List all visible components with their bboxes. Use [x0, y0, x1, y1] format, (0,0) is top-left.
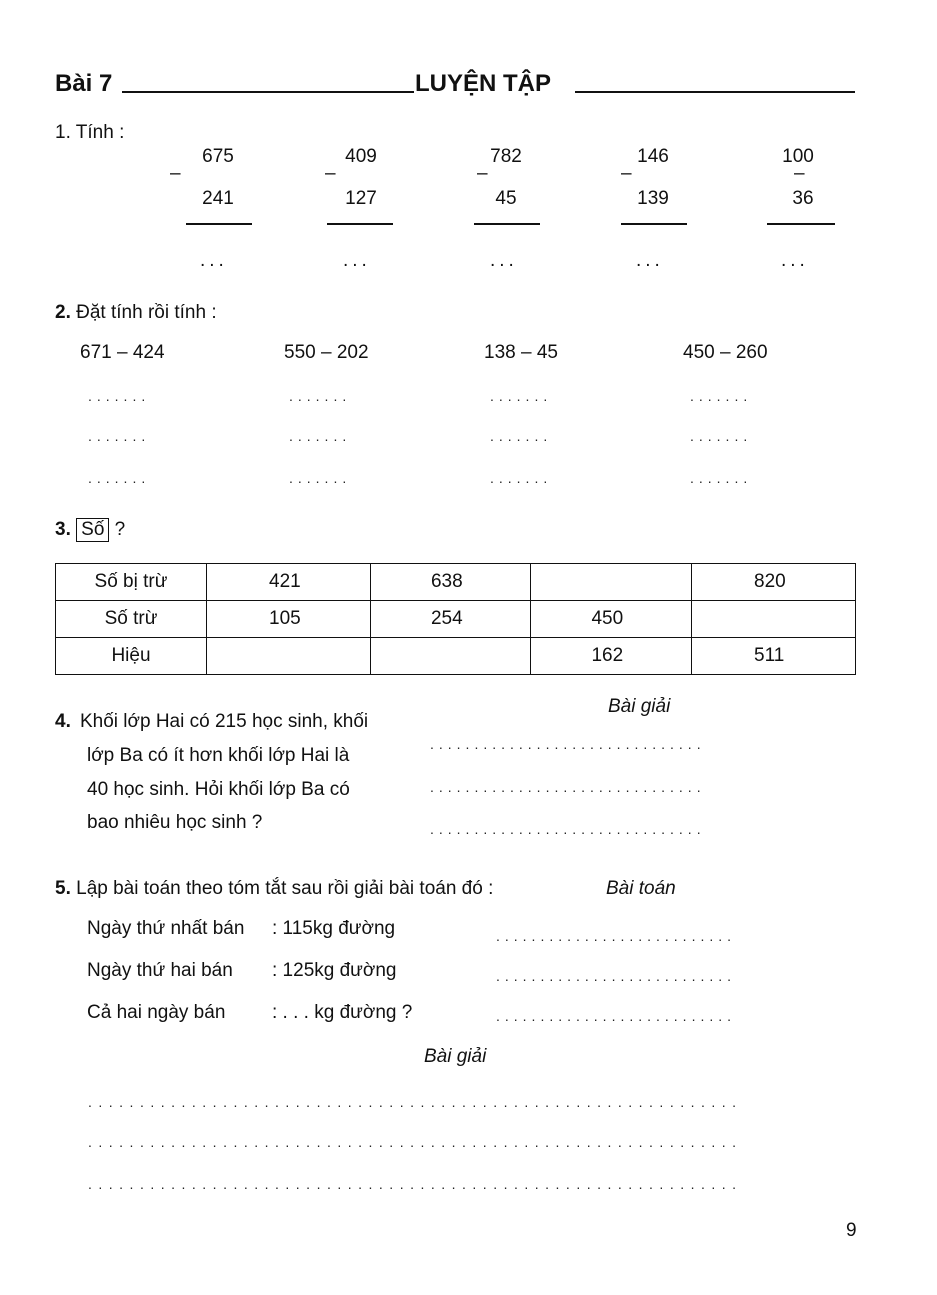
ex5-problem-label: Bài toán: [606, 878, 676, 899]
ex1-sum-line: [767, 223, 835, 225]
ex1-top: 675: [202, 146, 234, 167]
ex2-blank[interactable]: .......: [289, 428, 352, 444]
ex1-sum-line: [474, 223, 540, 225]
ex1-problem-1: [170, 146, 253, 210]
ex2-blank[interactable]: .......: [490, 470, 553, 486]
ex5-solution-blank[interactable]: ...............................................................: [88, 1094, 743, 1110]
ex5-blank[interactable]: ...........................: [496, 928, 737, 944]
ex1-bottom: 139: [637, 188, 669, 209]
ex1-bottom: 45: [495, 188, 517, 209]
ex2-blank[interactable]: .......: [690, 388, 753, 404]
ex5-solution-blank[interactable]: ...............................................................: [88, 1176, 743, 1192]
table-cell[interactable]: 450: [531, 601, 692, 638]
summary-left: Cả hai ngày bán: [87, 1002, 226, 1023]
ex1-answer[interactable]: ...: [781, 250, 809, 271]
ex3-table: [55, 563, 856, 675]
ex3-heading: [55, 518, 125, 542]
ex1-problem-5: [763, 146, 833, 210]
ex1-answer[interactable]: ...: [636, 250, 664, 271]
ex5-blank[interactable]: ...........................: [496, 1008, 737, 1024]
table-cell[interactable]: [692, 601, 856, 638]
ex5-blank[interactable]: ...........................: [496, 968, 737, 984]
page-title: LUYỆN TẬP: [415, 70, 552, 97]
ex4-blank[interactable]: ...............................: [430, 821, 706, 837]
ex4-blank[interactable]: ...............................: [430, 736, 706, 752]
ex4-text-line: bao nhiêu học sinh ?: [87, 812, 263, 833]
row-header: Số bị trừ: [56, 564, 207, 601]
ex2-heading: [55, 302, 217, 324]
ex2-blank[interactable]: .......: [289, 470, 352, 486]
summary-right: : 125kg đường: [272, 960, 397, 981]
table-cell[interactable]: 162: [531, 638, 692, 675]
ex2-blank[interactable]: .......: [490, 388, 553, 404]
ex5-solution-label: Bài giải: [424, 1046, 487, 1067]
minus-sign: –: [794, 163, 805, 184]
table-cell[interactable]: [370, 638, 531, 675]
ex1-bottom: 127: [345, 188, 377, 209]
table-cell[interactable]: [531, 564, 692, 601]
table-cell[interactable]: 421: [207, 564, 371, 601]
ex5-heading: [55, 878, 493, 900]
ex2-blank[interactable]: .......: [690, 470, 753, 486]
page-number: 9: [846, 1220, 857, 1241]
ex5-instruction: Lập bài toán theo tóm tắt sau rồi giải bài toán đó :: [76, 878, 494, 899]
ex1-top: 409: [345, 146, 377, 167]
ex2-label: 2.: [55, 302, 71, 323]
summary-right: : . . . kg đường ?: [272, 1002, 413, 1023]
number-box: Số: [76, 518, 109, 542]
ex4-text-line: lớp Ba có ít hơn khối lớp Hai là: [87, 745, 350, 766]
ex4-blank[interactable]: ...............................: [430, 779, 706, 795]
ex1-problem-2: [326, 146, 396, 210]
ex1-top: 100: [782, 146, 814, 167]
minus-sign: –: [477, 163, 488, 184]
ex1-heading: [55, 122, 124, 144]
ex1-bottom: 241: [202, 188, 234, 209]
ex1-instruction: Tính :: [75, 122, 125, 143]
ex1-sum-line: [621, 223, 687, 225]
table-row: [56, 601, 856, 638]
ex1-sum-line: [327, 223, 393, 225]
row-header: Hiệu: [56, 638, 207, 675]
ex1-problem-4: [618, 146, 688, 210]
ex2-blank[interactable]: .......: [490, 428, 553, 444]
ex5-label: 5.: [55, 878, 71, 899]
ex2-blank[interactable]: .......: [88, 470, 151, 486]
table-cell[interactable]: 254: [370, 601, 531, 638]
ex1-answer[interactable]: ...: [343, 250, 371, 271]
summary-left: Ngày thứ hai bán: [87, 960, 233, 981]
ex1-answer[interactable]: ...: [200, 250, 228, 271]
table-row: [56, 564, 856, 601]
ex1-top: 782: [490, 146, 522, 167]
ex2-blank[interactable]: .......: [88, 428, 151, 444]
ex3-question: ?: [114, 519, 126, 540]
ex3-label: 3.: [55, 519, 71, 540]
table-cell[interactable]: 638: [370, 564, 531, 601]
minus-sign: –: [621, 163, 632, 184]
ex2-blank[interactable]: .......: [289, 388, 352, 404]
table-cell[interactable]: 105: [207, 601, 371, 638]
ex1-answer[interactable]: ...: [490, 250, 518, 271]
ex4-text-line: Khối lớp Hai có 215 học sinh, khối: [80, 711, 369, 732]
ex2-problem: 671 – 424: [80, 342, 165, 363]
ex2-blank[interactable]: .......: [690, 428, 753, 444]
minus-sign: –: [325, 163, 336, 184]
ex4-text-line: 40 học sinh. Hỏi khối lớp Ba có: [87, 779, 350, 800]
header-rule-right: [575, 91, 855, 93]
ex4-solution-label: Bài giải: [608, 696, 671, 717]
ex1-sum-line: [186, 223, 252, 225]
table-row: [56, 638, 856, 675]
minus-sign: –: [170, 163, 181, 184]
ex5-solution-blank[interactable]: ...............................................................: [88, 1134, 743, 1150]
row-header: Số trừ: [56, 601, 207, 638]
ex1-top: 146: [637, 146, 669, 167]
ex1-bottom: 36: [792, 188, 814, 209]
lesson-number: Bài 7: [55, 70, 113, 97]
ex2-instruction: Đặt tính rồi tính :: [76, 302, 217, 323]
table-cell[interactable]: [207, 638, 371, 675]
ex2-problem: 138 – 45: [484, 342, 558, 363]
ex4-label: 4.: [55, 711, 71, 732]
summary-right: : 115kg đường: [272, 918, 396, 939]
ex1-problem-3: [471, 146, 541, 210]
table-cell[interactable]: 511: [692, 638, 856, 675]
ex2-problem: 450 – 260: [683, 342, 768, 363]
summary-left: Ngày thứ nhất bán: [87, 918, 245, 939]
ex1-label: 1.: [55, 122, 71, 143]
ex2-blank[interactable]: .......: [88, 388, 151, 404]
ex2-problem: 550 – 202: [284, 342, 369, 363]
table-cell[interactable]: 820: [692, 564, 856, 601]
header-rule-left: [122, 91, 414, 93]
